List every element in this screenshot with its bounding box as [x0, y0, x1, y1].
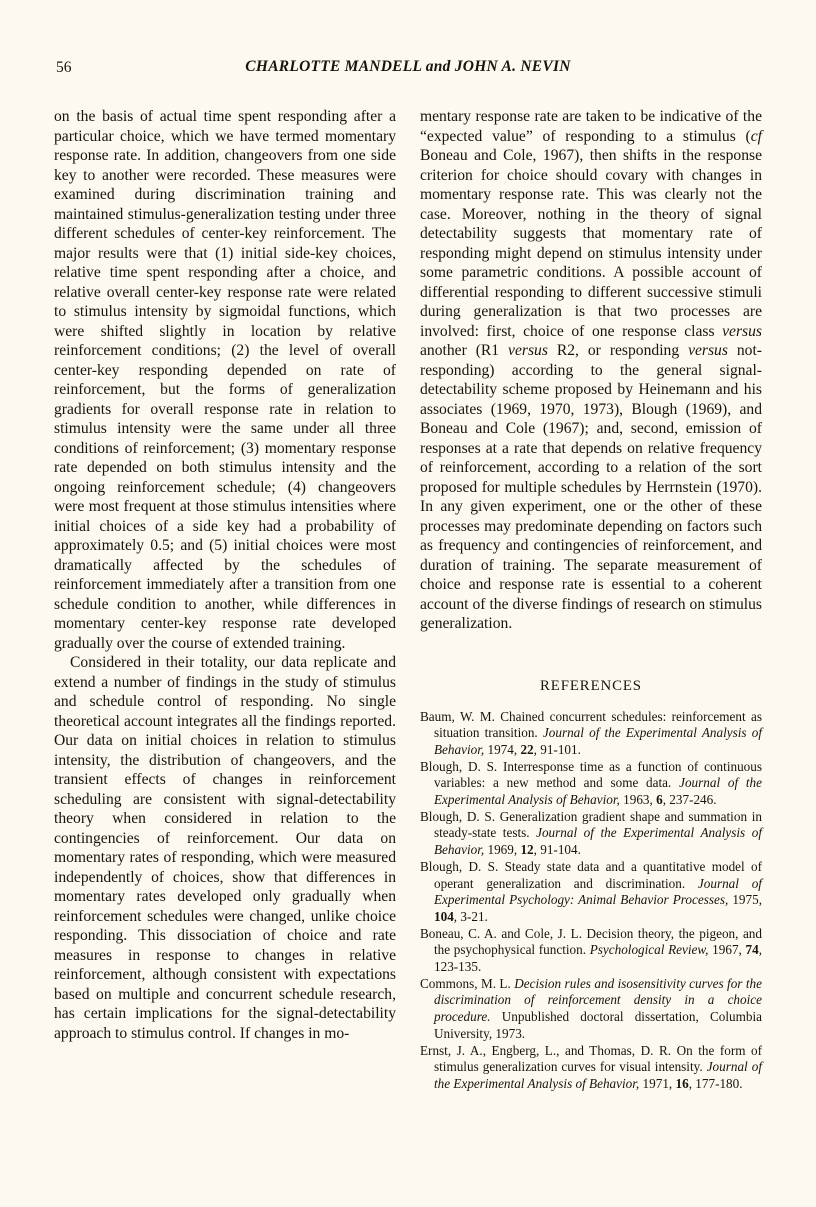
text: 1971,	[639, 1075, 676, 1091]
text: , 177-180.	[688, 1075, 743, 1091]
running-head: CHARLOTTE MANDELL and JOHN A. NEVIN	[245, 58, 571, 75]
text: another (R1	[420, 342, 509, 359]
text: , 91-101.	[533, 741, 581, 757]
italic-text: versus	[722, 322, 762, 340]
italic-text: Psychological Review,	[589, 942, 709, 958]
text: 1963,	[619, 792, 657, 808]
italic-text: Decision rules and isosensitivity curves for the discrimination of reinforcement density in a choice procedure.	[434, 975, 762, 1025]
text: Boneau, C. A. and Cole, J. L. Decision theory, the pigeon, and the psychophysical function.	[420, 925, 762, 958]
right-column-text	[420, 107, 762, 634]
italic-text: versus	[508, 342, 548, 359]
bold-text: 104	[434, 908, 454, 924]
bold-text: 12	[520, 842, 534, 858]
italic-text: Journal of the Experimental Analysis of Behavior,	[434, 725, 762, 757]
text: Blough, D. S. Steady state data and a quantitative model of operant generalization and discrimination.	[420, 858, 762, 891]
italic-text: Journal of Experimental Psychology: Animal Behavior Processes,	[434, 875, 762, 908]
paragraph	[54, 107, 396, 653]
reference-item	[420, 759, 762, 809]
bold-text: 22	[520, 741, 534, 757]
text: , 91-104.	[533, 842, 581, 858]
text: 1975,	[728, 892, 762, 908]
text: Ernst, J. A., Engberg, L., and Thomas, D. R. On the form of stimulus generalization curves for visual intensity.	[420, 1042, 762, 1075]
page-header	[54, 58, 762, 80]
text: Considered in their totality, our data replicate and extend a number of findings in the study of stimulus and schedule control of responding. No single theoretical account integrates all the findings reported. Our data on initial choices in relation to stimulus intensity, the distribution of changeovers, and the transient effects of changes in reinforcement scheduling are consistent with signal-detectability theory when considered in relation to the contingencies of reinforcement. Our data on momentary rates of responding, which were measured independently of choices, show that differences in momentary rates developed only gradually when reinforcement schedules were changed, unlike choice responding. This dissociation of choice and rate measures in response to changes in relative reinforcement, although consistent with expectations based on multiple and concurrent schedule research, has certain implications for the signal-detectability approach to stimulus control. If changes in mo-	[54, 654, 396, 1042]
italic-text: versus	[688, 342, 728, 359]
reference-item	[420, 926, 762, 976]
text: Unpublished doctoral dissertation, Columbia University, 1973.	[434, 1009, 762, 1041]
two-column-layout	[54, 107, 762, 1093]
text: R2, or responding	[547, 342, 689, 359]
text: Commons, M. L.	[420, 975, 515, 991]
reference-item	[420, 976, 762, 1043]
text: , 123-135.	[434, 942, 762, 975]
text: mentary response rate are taken to be indicative of the “expected value” of responding to a stimulus (	[420, 108, 762, 145]
bold-text: 6	[656, 792, 663, 808]
text: not-responding) according to the general signal-detectability scheme proposed by Heinemann and his associates (1969, 1970, 1973), Blough (1969), and Boneau and Cole (1967); and, second, emission of responses at a rate that depends on relative frequency of reinforcement, according to a relation of the sort proposed for multiple schedules by Herrnstein (1970). In any given experiment, one or the other of these processes may predominate depending on factors such as frequency and contingencies of reinforcement, and duration of training. The separate measurement of choice and response rate is essential to a coherent account of the diverse findings of research on stimulus generalization.	[420, 342, 762, 632]
bold-text: 74	[745, 942, 759, 958]
italic-text: Journal of the Experimental Analysis of Behavior,	[434, 1059, 762, 1091]
page-number: 56	[56, 59, 72, 76]
text: 1967,	[708, 942, 746, 958]
italic-text: cf	[750, 127, 762, 145]
text: , 237-246.	[662, 792, 717, 808]
paragraph	[420, 107, 762, 634]
references-heading: REFERENCES	[540, 677, 642, 694]
bold-text: 16	[675, 1075, 689, 1091]
paragraph	[54, 653, 396, 1043]
text: 1974,	[484, 741, 521, 757]
references-list	[420, 709, 762, 1093]
left-column	[54, 107, 396, 1093]
text: Blough, D. S. Interresponse time as a function of continuous variables: a new method and some data.	[420, 758, 762, 791]
text: Baum, W. M. Chained concurrent schedules: reinforcement as situation transition.	[420, 708, 762, 741]
text: 1969,	[484, 842, 521, 858]
text: Boneau and Cole, 1967), then shifts in the response criterion for choice should covary with changes in momentary response rate. This was clearly not the case. Moreover, nothing in the theory of signal detectability suggests that momentary rate of responding might depend on stimulus intensity under some parametric conditions. A possible account of differential responding to different successive stimuli during generalization is that two processes are involved: first, choice of one response class	[420, 147, 762, 340]
text: on the basis of actual time spent responding after a particular choice, which we have termed momentary response rate. In addition, changeovers from one side key to another were recorded. These measures were examined during discrimination training and maintained stimulus-generalization testing under three different schedules of center-key reinforcement. The major results were that (1) initial side-key choices, relative time spent responding after a choice, and relative overall center-key response rate were related to stimulus intensity by sigmoidal functions, which were shifted slightly in location by relative reinforcement conditions; (2) the level of overall center-key responding depended on rate of reinforcement, but the forms of generalization gradients for overall response rate in relation to stimulus intensity were the same under all three conditions of reinforcement; (3) momentary response rate depended on both stimulus intensity and the ongoing reinforcement schedule; (4) changeovers were most frequent at those stimulus intensities where initial choices of a side key had a probability of approximately 0.5; and (5) initial choices were most dramatically affected by the schedules of reinforcement immediately after a transition from one schedule condition to another, while differences in momentary center-key response rate developed gradually over the course of extended training.	[54, 108, 396, 652]
right-column	[420, 107, 762, 1093]
reference-item	[420, 709, 762, 759]
reference-item	[420, 809, 762, 859]
text: , 3-21.	[453, 908, 488, 924]
reference-item	[420, 859, 762, 926]
text: Blough, D. S. Generalization gradient shape and summation in steady-state tests.	[420, 808, 762, 841]
italic-text: Journal of the Experimental Analysis of Behavior,	[434, 775, 763, 808]
reference-item	[420, 1043, 762, 1093]
italic-text: Journal of the Experimental Analysis of Behavior,	[434, 825, 762, 858]
